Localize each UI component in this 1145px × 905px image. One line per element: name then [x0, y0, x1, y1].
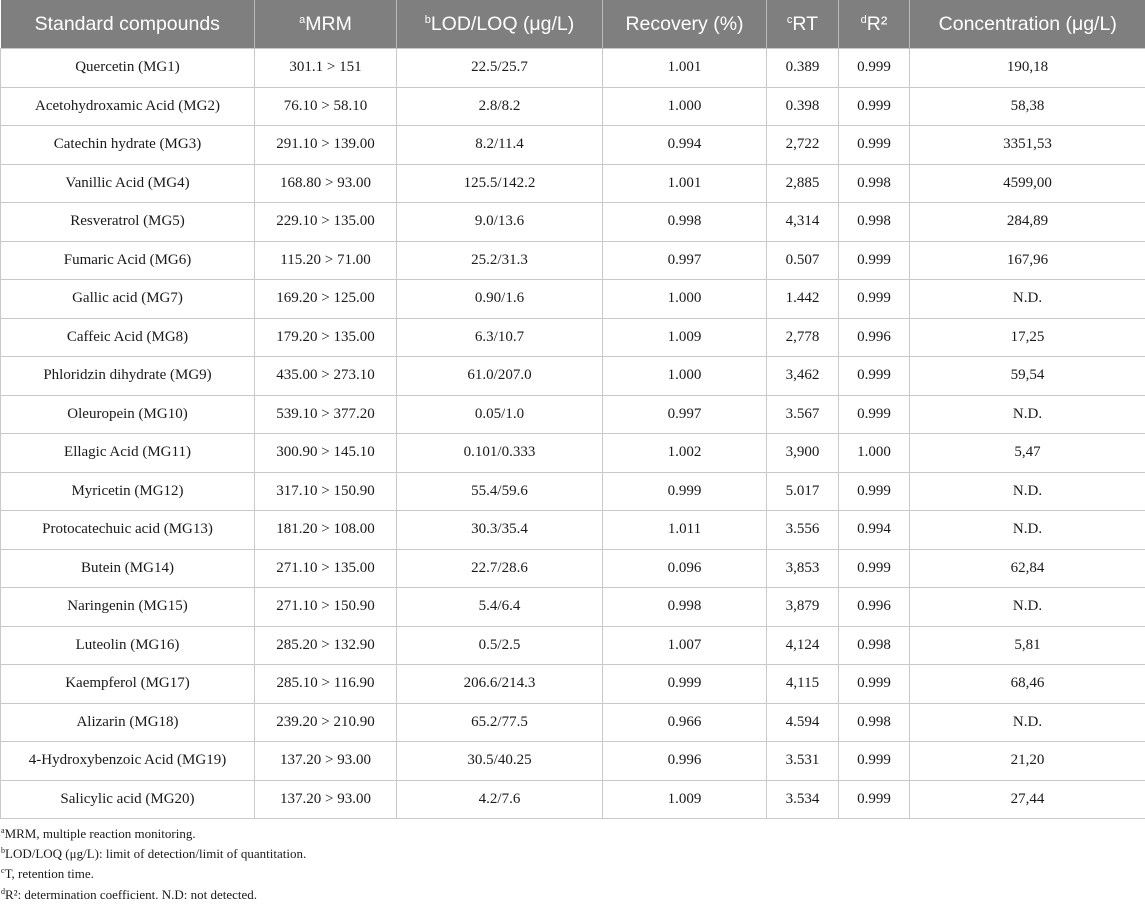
column-header-rt [767, 0, 839, 49]
cell-lod-loq: 206.6/214.3 [397, 665, 603, 704]
cell-lod-loq: 2.8/8.2 [397, 87, 603, 126]
cell-compound: Alizarin (MG18) [1, 703, 255, 742]
table-row [1, 357, 1145, 396]
cell-recovery: 0.999 [603, 472, 767, 511]
cell-r2: 0.996 [839, 588, 910, 627]
cell-recovery: 0.999 [603, 665, 767, 704]
cell-r2: 0.999 [839, 549, 910, 588]
cell-mrm: 435.00 > 273.10 [255, 357, 397, 396]
cell-compound: Ellagic Acid (MG11) [1, 434, 255, 473]
cell-mrm: 291.10 > 139.00 [255, 126, 397, 165]
table-row [1, 280, 1145, 319]
cell-mrm: 229.10 > 135.00 [255, 203, 397, 242]
cell-recovery: 1.007 [603, 626, 767, 665]
column-header-mrm [255, 0, 397, 49]
table-row [1, 434, 1145, 473]
table-row [1, 164, 1145, 203]
cell-compound: Phloridzin dihydrate (MG9) [1, 357, 255, 396]
cell-recovery: 1.009 [603, 318, 767, 357]
cell-recovery: 0.966 [603, 703, 767, 742]
footnote-c [1, 864, 1145, 884]
superscript-marker: b [1, 846, 5, 855]
cell-lod-loq: 30.3/35.4 [397, 511, 603, 550]
cell-rt: 5.017 [767, 472, 839, 511]
cell-rt: 3.567 [767, 395, 839, 434]
cell-mrm: 271.10 > 135.00 [255, 549, 397, 588]
cell-lod-loq: 22.7/28.6 [397, 549, 603, 588]
cell-lod-loq: 30.5/40.25 [397, 742, 603, 781]
cell-recovery: 1.002 [603, 434, 767, 473]
cell-lod-loq: 65.2/77.5 [397, 703, 603, 742]
column-header-label: RT [792, 13, 818, 35]
footnotes [0, 824, 1145, 905]
cell-concentration: 167,96 [910, 241, 1145, 280]
cell-mrm: 539.10 > 377.20 [255, 395, 397, 434]
table-row [1, 511, 1145, 550]
cell-rt: 4,314 [767, 203, 839, 242]
table-row [1, 241, 1145, 280]
cell-r2: 0.999 [839, 280, 910, 319]
cell-lod-loq: 4.2/7.6 [397, 780, 603, 819]
cell-rt: 0.389 [767, 49, 839, 88]
cell-mrm: 300.90 > 145.10 [255, 434, 397, 473]
footnote-text: R²: determination coefficient. N.D: not detected. [5, 887, 257, 902]
cell-recovery: 0.998 [603, 588, 767, 627]
cell-rt: 3,879 [767, 588, 839, 627]
cell-lod-loq: 0.90/1.6 [397, 280, 603, 319]
cell-mrm: 137.20 > 93.00 [255, 780, 397, 819]
footnote-d [1, 885, 1145, 905]
cell-rt: 3.556 [767, 511, 839, 550]
cell-concentration: 27,44 [910, 780, 1145, 819]
footnote-b [1, 844, 1145, 864]
table-body [1, 49, 1145, 819]
cell-concentration: 5,47 [910, 434, 1145, 473]
cell-rt: 3.534 [767, 780, 839, 819]
cell-mrm: 137.20 > 93.00 [255, 742, 397, 781]
cell-lod-loq: 125.5/142.2 [397, 164, 603, 203]
cell-compound: Oleuropein (MG10) [1, 395, 255, 434]
cell-concentration: 190,18 [910, 49, 1145, 88]
cell-rt: 2,722 [767, 126, 839, 165]
cell-r2: 0.999 [839, 472, 910, 511]
cell-r2: 0.998 [839, 203, 910, 242]
superscript-marker: d [861, 14, 867, 26]
cell-concentration: 62,84 [910, 549, 1145, 588]
cell-lod-loq: 5.4/6.4 [397, 588, 603, 627]
cell-lod-loq: 0.5/2.5 [397, 626, 603, 665]
cell-rt: 2,778 [767, 318, 839, 357]
cell-mrm: 317.10 > 150.90 [255, 472, 397, 511]
table-row [1, 549, 1145, 588]
cell-rt: 3,853 [767, 549, 839, 588]
cell-mrm: 76.10 > 58.10 [255, 87, 397, 126]
cell-concentration: N.D. [910, 395, 1145, 434]
cell-compound: Myricetin (MG12) [1, 472, 255, 511]
table-row [1, 703, 1145, 742]
cell-concentration: N.D. [910, 588, 1145, 627]
cell-mrm: 169.20 > 125.00 [255, 280, 397, 319]
cell-lod-loq: 0.101/0.333 [397, 434, 603, 473]
cell-r2: 0.999 [839, 395, 910, 434]
superscript-marker: c [787, 14, 793, 26]
cell-recovery: 1.001 [603, 49, 767, 88]
cell-recovery: 0.997 [603, 241, 767, 280]
cell-compound: Fumaric Acid (MG6) [1, 241, 255, 280]
cell-r2: 0.999 [839, 87, 910, 126]
cell-recovery: 0.994 [603, 126, 767, 165]
cell-concentration: 5,81 [910, 626, 1145, 665]
cell-concentration: 59,54 [910, 357, 1145, 396]
cell-lod-loq: 6.3/10.7 [397, 318, 603, 357]
cell-recovery: 0.996 [603, 742, 767, 781]
cell-compound: Acetohydroxamic Acid (MG2) [1, 87, 255, 126]
cell-mrm: 239.20 > 210.90 [255, 703, 397, 742]
cell-concentration: 68,46 [910, 665, 1145, 704]
cell-compound: Resveratrol (MG5) [1, 203, 255, 242]
cell-mrm: 271.10 > 150.90 [255, 588, 397, 627]
cell-rt: 3.531 [767, 742, 839, 781]
footnote-text: T, retention time. [5, 866, 94, 881]
cell-r2: 0.998 [839, 703, 910, 742]
table-row [1, 780, 1145, 819]
table-row [1, 203, 1145, 242]
table-header-row [1, 0, 1145, 49]
table-row [1, 588, 1145, 627]
cell-r2: 1.000 [839, 434, 910, 473]
column-header-concentration [910, 0, 1145, 49]
cell-concentration: N.D. [910, 703, 1145, 742]
cell-lod-loq: 61.0/207.0 [397, 357, 603, 396]
cell-rt: 0.398 [767, 87, 839, 126]
footnote-a [1, 824, 1145, 844]
cell-compound: Catechin hydrate (MG3) [1, 126, 255, 165]
superscript-marker: d [1, 887, 5, 896]
cell-r2: 0.996 [839, 318, 910, 357]
cell-rt: 1.442 [767, 280, 839, 319]
cell-mrm: 285.20 > 132.90 [255, 626, 397, 665]
cell-compound: Gallic acid (MG7) [1, 280, 255, 319]
column-header-recovery [603, 0, 767, 49]
cell-compound: Vanillic Acid (MG4) [1, 164, 255, 203]
cell-recovery: 1.011 [603, 511, 767, 550]
table-row [1, 49, 1145, 88]
cell-recovery: 1.000 [603, 87, 767, 126]
table-row [1, 395, 1145, 434]
cell-compound: Butein (MG14) [1, 549, 255, 588]
cell-mrm: 179.20 > 135.00 [255, 318, 397, 357]
cell-recovery: 0.997 [603, 395, 767, 434]
table-row [1, 87, 1145, 126]
cell-recovery: 1.000 [603, 280, 767, 319]
table-row [1, 665, 1145, 704]
footnote-text: LOD/LOQ (μg/L): limit of detection/limit of quantitation. [5, 846, 306, 861]
cell-r2: 0.999 [839, 126, 910, 165]
table-row [1, 742, 1145, 781]
cell-lod-loq: 22.5/25.7 [397, 49, 603, 88]
cell-concentration: 3351,53 [910, 126, 1145, 165]
cell-compound: Salicylic acid (MG20) [1, 780, 255, 819]
column-header-label: LOD/LOQ (μg/L) [431, 13, 574, 35]
cell-compound: Kaempferol (MG17) [1, 665, 255, 704]
cell-lod-loq: 55.4/59.6 [397, 472, 603, 511]
column-header-label: Concentration (μg/L) [939, 13, 1117, 35]
cell-compound: 4-Hydroxybenzoic Acid (MG19) [1, 742, 255, 781]
column-header-r2 [839, 0, 910, 49]
cell-r2: 0.999 [839, 742, 910, 781]
cell-recovery: 0.998 [603, 203, 767, 242]
cell-concentration: 21,20 [910, 742, 1145, 781]
superscript-marker: a [1, 826, 5, 835]
cell-rt: 3,462 [767, 357, 839, 396]
cell-compound: Quercetin (MG1) [1, 49, 255, 88]
cell-lod-loq: 25.2/31.3 [397, 241, 603, 280]
superscript-marker: c [1, 866, 5, 875]
cell-mrm: 168.80 > 93.00 [255, 164, 397, 203]
cell-lod-loq: 8.2/11.4 [397, 126, 603, 165]
table-row [1, 126, 1145, 165]
cell-concentration: N.D. [910, 511, 1145, 550]
cell-rt: 4.594 [767, 703, 839, 742]
cell-compound: Luteolin (MG16) [1, 626, 255, 665]
cell-recovery: 1.001 [603, 164, 767, 203]
column-header-label: R² [867, 13, 888, 35]
cell-r2: 0.998 [839, 164, 910, 203]
cell-r2: 0.999 [839, 241, 910, 280]
table-row [1, 318, 1145, 357]
superscript-marker: a [299, 14, 305, 26]
cell-r2: 0.998 [839, 626, 910, 665]
cell-r2: 0.999 [839, 49, 910, 88]
cell-rt: 2,885 [767, 164, 839, 203]
cell-concentration: 4599,00 [910, 164, 1145, 203]
cell-mrm: 285.10 > 116.90 [255, 665, 397, 704]
column-header-label: MRM [305, 13, 352, 35]
cell-concentration: 17,25 [910, 318, 1145, 357]
cell-recovery: 1.009 [603, 780, 767, 819]
cell-rt: 4,115 [767, 665, 839, 704]
cell-concentration: 58,38 [910, 87, 1145, 126]
cell-compound: Protocatechuic acid (MG13) [1, 511, 255, 550]
cell-lod-loq: 9.0/13.6 [397, 203, 603, 242]
cell-r2: 0.994 [839, 511, 910, 550]
cell-concentration: 284,89 [910, 203, 1145, 242]
cell-r2: 0.999 [839, 357, 910, 396]
column-header-lod-loq [397, 0, 603, 49]
cell-concentration: N.D. [910, 472, 1145, 511]
table-row [1, 626, 1145, 665]
cell-rt: 4,124 [767, 626, 839, 665]
cell-lod-loq: 0.05/1.0 [397, 395, 603, 434]
cell-rt: 3,900 [767, 434, 839, 473]
column-header-label: Recovery (%) [625, 13, 743, 35]
cell-compound: Naringenin (MG15) [1, 588, 255, 627]
table-row [1, 472, 1145, 511]
superscript-marker: b [425, 14, 431, 26]
cell-recovery: 1.000 [603, 357, 767, 396]
cell-mrm: 115.20 > 71.00 [255, 241, 397, 280]
cell-r2: 0.999 [839, 665, 910, 704]
footnote-text: MRM, multiple reaction monitoring. [5, 826, 196, 841]
cell-r2: 0.999 [839, 780, 910, 819]
cell-compound: Caffeic Acid (MG8) [1, 318, 255, 357]
column-header-compound [1, 0, 255, 49]
column-header-label: Standard compounds [35, 13, 220, 35]
cell-rt: 0.507 [767, 241, 839, 280]
cell-mrm: 181.20 > 108.00 [255, 511, 397, 550]
cell-concentration: N.D. [910, 280, 1145, 319]
cell-mrm: 301.1 > 151 [255, 49, 397, 88]
cell-recovery: 0.096 [603, 549, 767, 588]
